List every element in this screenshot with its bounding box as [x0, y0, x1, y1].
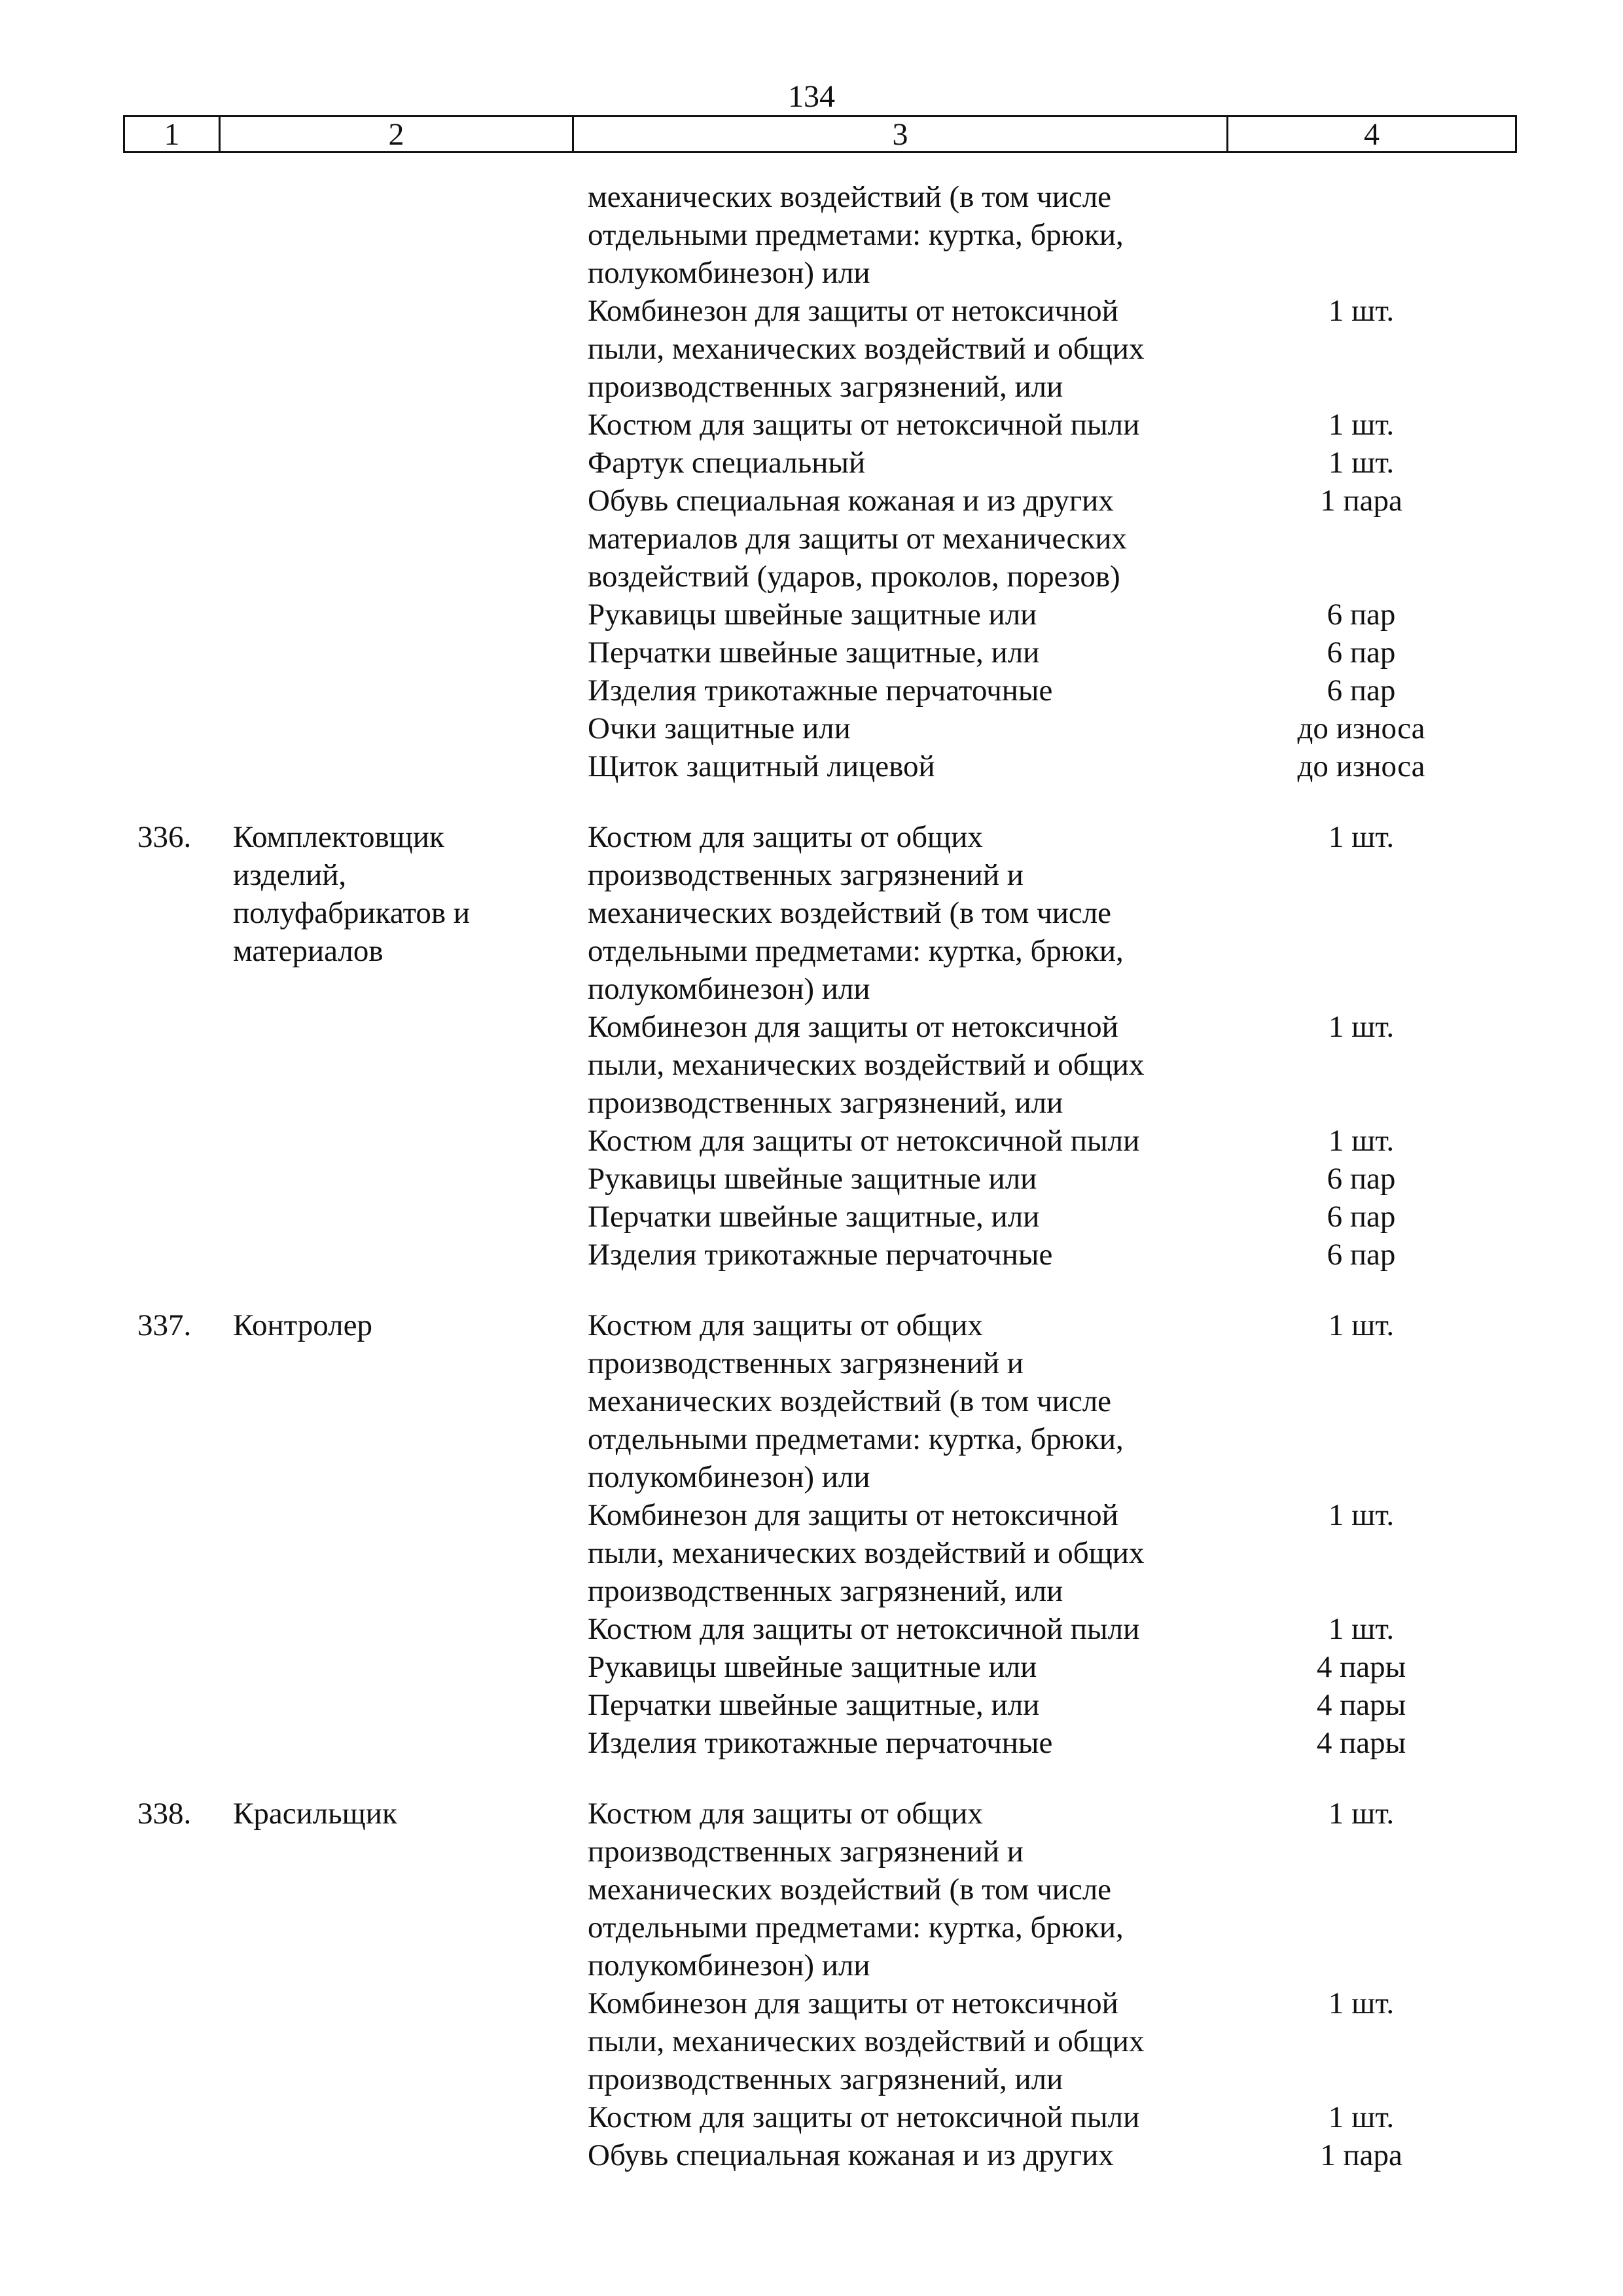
item-line: Костюм для защиты от нетоксичной пыли [588, 1612, 1140, 1646]
quantity: 4 пары [1316, 1650, 1406, 1684]
item-line: производственных загрязнений и [588, 858, 1024, 892]
item-line: полукомбинезон) или [588, 1948, 870, 1982]
item-line: механических воздействий (в том числе [588, 180, 1112, 214]
item-line: Рукавицы швейные защитные или [588, 1650, 1037, 1684]
item-line: Фартук специальный [588, 446, 866, 480]
quantity: 1 шт. [1328, 1124, 1395, 1158]
item-line: полукомбинезон) или [588, 1460, 870, 1494]
header-col-2: 2 [221, 117, 574, 151]
item-line: пыли, механических воздействий и общих [588, 1536, 1145, 1570]
item-line: производственных загрязнений и [588, 1835, 1024, 1869]
item-line: отдельными предметами: куртка, брюки, [588, 934, 1124, 968]
quantity: 6 пар [1327, 1162, 1396, 1196]
item-line: полукомбинезон) или [588, 972, 870, 1006]
item-line: Изделия трикотажные перчаточные [588, 1238, 1053, 1272]
item-line: производственных загрязнений, или [588, 370, 1063, 404]
quantity: 1 шт. [1328, 2100, 1395, 2134]
profession-line: полуфабрикатов и [233, 896, 470, 930]
quantity: 1 шт. [1328, 1612, 1395, 1646]
profession-line: Комплектовщик [233, 820, 444, 854]
quantity: 6 пар [1327, 1200, 1396, 1234]
item-line: материалов для защиты от механических [588, 522, 1127, 556]
row-number: 338. [137, 1797, 192, 1831]
profession-line: Контролер [233, 1308, 372, 1342]
item-line: Костюм для защиты от нетоксичной пыли [588, 2100, 1140, 2134]
item-line: полукомбинезон) или [588, 256, 870, 290]
quantity: 1 шт. [1328, 1986, 1395, 2020]
quantity: 1 шт. [1328, 294, 1395, 328]
item-line: пыли, механических воздействий и общих [588, 332, 1145, 366]
item-line: Щиток защитный лицевой [588, 749, 935, 783]
quantity: 1 пара [1320, 484, 1402, 518]
quantity: 4 пары [1316, 1688, 1406, 1722]
row-number: 336. [137, 820, 192, 854]
quantity: 1 шт. [1328, 408, 1395, 442]
item-line: Костюм для защиты от общих [588, 1797, 983, 1831]
header-col-3: 3 [574, 117, 1228, 151]
item-line: отдельными предметами: куртка, брюки, [588, 1422, 1124, 1456]
quantity: 6 пар [1327, 673, 1396, 708]
profession-line: изделий, [233, 858, 347, 892]
item-line: производственных загрязнений и [588, 1346, 1024, 1380]
item-line: Костюм для защиты от нетоксичной пыли [588, 408, 1140, 442]
item-line: Перчатки швейные защитные, или [588, 636, 1040, 670]
item-line: механических воздействий (в том числе [588, 896, 1112, 930]
item-line: производственных загрязнений, или [588, 2062, 1063, 2096]
profession-line: Красильщик [233, 1797, 397, 1831]
item-line: Комбинезон для защиты от нетоксичной [588, 1010, 1118, 1044]
item-line: отдельными предметами: куртка, брюки, [588, 218, 1124, 252]
item-line: Костюм для защиты от нетоксичной пыли [588, 1124, 1140, 1158]
item-line: Перчатки швейные защитные, или [588, 1200, 1040, 1234]
item-line: производственных загрязнений, или [588, 1086, 1063, 1120]
item-line: Комбинезон для защиты от нетоксичной [588, 294, 1118, 328]
item-line: пыли, механических воздействий и общих [588, 2024, 1145, 2058]
item-line: Изделия трикотажные перчаточные [588, 1726, 1053, 1760]
quantity: 1 шт. [1328, 446, 1395, 480]
item-line: Изделия трикотажные перчаточные [588, 673, 1053, 708]
item-line: Рукавицы швейные защитные или [588, 598, 1037, 632]
quantity: 4 пары [1316, 1726, 1406, 1760]
quantity: до износа [1297, 711, 1425, 745]
quantity: 6 пар [1327, 636, 1396, 670]
quantity: 1 шт. [1328, 1010, 1395, 1044]
item-line: отдельными предметами: куртка, брюки, [588, 1910, 1124, 1945]
row-number: 337. [137, 1308, 192, 1342]
quantity: до износа [1297, 749, 1425, 783]
item-line: Комбинезон для защиты от нетоксичной [588, 1498, 1118, 1532]
profession-line: материалов [233, 934, 383, 968]
quantity: 1 пара [1320, 2138, 1402, 2172]
item-line: Рукавицы швейные защитные или [588, 1162, 1037, 1196]
header-col-4: 4 [1364, 117, 1380, 152]
quantity: 1 шт. [1328, 820, 1395, 854]
header-col-1: 1 [125, 117, 221, 151]
item-line: Обувь специальная кожаная и из других [588, 484, 1114, 518]
item-line: воздействий (ударов, проколов, порезов) [588, 560, 1120, 594]
item-line: Костюм для защиты от общих [588, 1308, 983, 1342]
quantity: 6 пар [1327, 1238, 1396, 1272]
item-line: Обувь специальная кожаная и из других [588, 2138, 1114, 2172]
item-line: механических воздействий (в том числе [588, 1384, 1112, 1418]
item-line: Перчатки швейные защитные, или [588, 1688, 1040, 1722]
quantity: 1 шт. [1328, 1308, 1395, 1342]
quantity: 6 пар [1327, 598, 1396, 632]
item-line: производственных загрязнений, или [588, 1574, 1063, 1608]
page-number: 134 [788, 79, 835, 114]
item-line: Комбинезон для защиты от нетоксичной [588, 1986, 1118, 2020]
quantity: 1 шт. [1328, 1797, 1395, 1831]
item-line: пыли, механических воздействий и общих [588, 1048, 1145, 1082]
item-line: Костюм для защиты от общих [588, 820, 983, 854]
quantity: 1 шт. [1328, 1498, 1395, 1532]
item-line: Очки защитные или [588, 711, 851, 745]
item-line: механических воздействий (в том числе [588, 1873, 1112, 1907]
